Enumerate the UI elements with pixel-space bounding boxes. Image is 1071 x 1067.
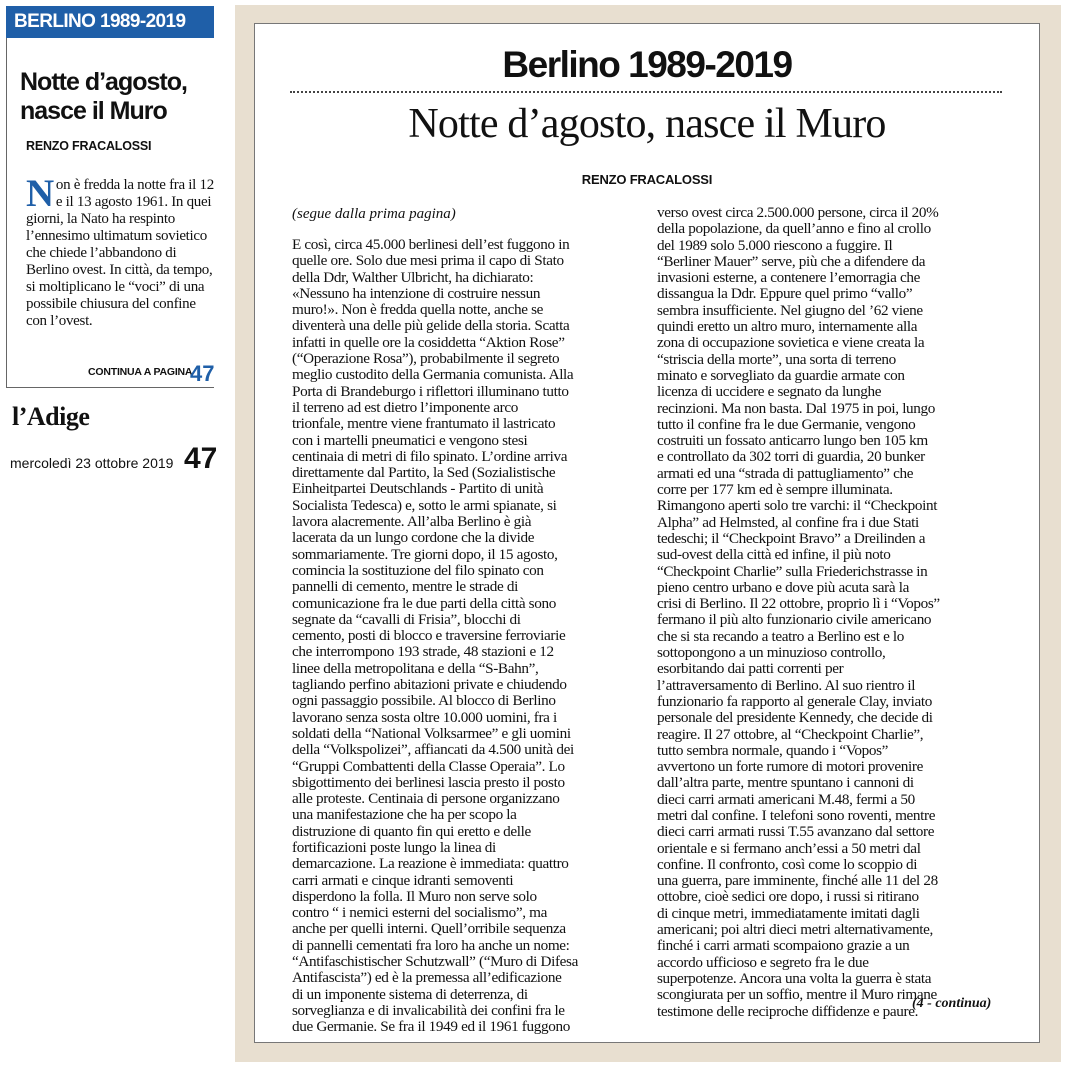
issue-date: mercoledì 23 ottobre 2019	[10, 455, 174, 471]
text-line: invasioni esterne, a contenere l’emorragia che	[657, 269, 921, 287]
text-line: licenza di uccidere e segnato da lunghe	[657, 383, 882, 401]
text-line: americani; poi altri dieci metri alternativamente,	[657, 921, 933, 939]
text-line: minato e sorvegliato da guardie armate con	[657, 366, 905, 384]
text-line: pannelli di cemento, mentre le strade di	[292, 578, 518, 596]
text-line: dieci carri armati americani M.48, fermi a 50	[657, 790, 915, 808]
text-line: finché i carri armati scompaiono grazie a un	[657, 937, 910, 955]
text-line: «Nessuno ha intenzione di costruire nessun	[292, 284, 541, 302]
text-line: Porta di Brandeburgo i riflettori illuminano tutto	[292, 382, 569, 400]
text-line: e controllato da 302 torri di guardia, 20 bunker	[657, 448, 925, 466]
text-line: sommariamente. Tre giorni dopo, il 15 agosto,	[292, 545, 558, 563]
teaser-author: RENZO FRACALOSSI	[26, 139, 152, 153]
text-line: l’attraversamento di Berlino. Al suo rientro il	[657, 676, 916, 694]
text-line: ogni passaggio possibile. Al blocco di Berlino	[292, 692, 556, 710]
text-line: sbigottimento dei berlinesi lascia presto il posto	[292, 773, 565, 791]
text-line: carri armati e cinque idranti semoventi	[292, 871, 514, 889]
text-line: fermano il più alto funzionario civile americano	[657, 611, 932, 629]
teaser-body: on è fredda la notte fra il 12 e il 13 agosto 1961. In quei giorni, la Nato ha respinto l’ennesimo ultimatum sovietico che chiede l’abbandono di Berlino ovest. In città, da tempo, si moltiplicano le “voci” di una possibile chiusura del confine con l’ovest.	[26, 177, 214, 329]
text-line: una guerra, pare imminente, finché alle 11 del 28	[657, 872, 938, 890]
text-line: Rimangono aperti solo tre varchi: il “Checkpoint	[657, 497, 938, 515]
text-line: esorbitando dai patti correnti per	[657, 660, 844, 678]
article-author: RENZO FRACALOSSI	[581, 172, 713, 187]
text-line: tagliando perfino abitazioni private e chiudendo	[292, 676, 567, 694]
text-line: lavorano senza sosta oltre 10.000 uomini, fra i	[292, 708, 557, 726]
text-line: accordo ufficioso e segreto fra le due	[657, 953, 869, 971]
text-line: orientale e si fermano anch’essi a 50 metri dal	[657, 839, 921, 857]
text-line: metri dal confine. I telefoni sono roventi, mentre	[657, 806, 936, 824]
text-line: avvertono un forte rumore di motori provenire	[657, 758, 923, 776]
text-line: anche per quelli interni. Quell’orribile sequenza	[292, 920, 566, 938]
text-line: tutto sembra normale, quando i “Vopos”	[657, 741, 889, 759]
text-line: che si sta recando a teatro a Berlino est e lo	[657, 627, 905, 645]
text-line: disperdono la folla. Il Muro non serve solo	[292, 887, 537, 905]
continued-to-note: (4 - continua)	[912, 996, 992, 1011]
text-line: (“Operazione Rosa”), probabilmente il segreto	[292, 350, 560, 368]
text-line: Socialista Tedesca) e, sotto le armi spianate, si	[292, 496, 557, 514]
text-line: del 1989 solo 5.000 riescono a fuggire. Il	[657, 236, 893, 254]
text-line: “striscia della morte”, una sorta di terreno	[657, 350, 896, 368]
text-line: che interrompono 193 strade, 48 stazioni e 12	[292, 643, 554, 661]
text-line: lavora alacremente. All’alba Berlino è già	[292, 513, 532, 531]
text-line: verso ovest circa 2.500.000 persone, circa il 20%	[657, 204, 939, 221]
continue-page-number[interactable]: 47	[190, 361, 215, 386]
text-line: dall’altra parte, mentre spuntano i cannoni di	[657, 774, 914, 792]
text-line: con i martelli pneumatici e vengono stesi	[292, 431, 528, 449]
text-line: comincia la sostituzione del filo spinato con	[292, 561, 544, 579]
text-line: linee della metropolitana e della “S-Bahn”,	[292, 659, 539, 677]
text-line: il terreno ad est dietro l’imponente arco	[292, 398, 519, 416]
text-line: “Antifaschistischer Schutzwall” (“Muro di Difesa	[292, 953, 579, 971]
text-line: tutto il confine fra le due Germanie, vengono	[657, 415, 916, 433]
text-line: sorveglianza e di invalicabilità dei confini fra le	[292, 1001, 565, 1019]
text-line: quelle ore. Solo due mesi prima il capo di Stato	[292, 252, 564, 270]
text-line: Antifascista”) ed è la premessa all’edificazione	[292, 969, 562, 987]
teaser-headline[interactable]	[20, 68, 216, 126]
text-line: quindi eretto un altro muro, internamente alla	[657, 318, 918, 336]
text-line: sottopongono a un minuzioso controllo,	[657, 644, 886, 662]
continue-link[interactable]: CONTINUA A PAGINA	[88, 366, 193, 378]
article-column-right	[657, 205, 1007, 1020]
text-line: infatti in quelle ore la cosiddetta “Aktion Rose”	[292, 333, 565, 351]
text-line: due Germanie. Se fra il 1949 ed il 1961 fuggono	[292, 1018, 570, 1036]
issue-page-number: 47	[184, 442, 218, 475]
text-line: della “Volkspolizei”, affiancati da 4.500 unità dei	[292, 741, 574, 759]
text-line: Einheitpartei Deutschlands - Partito di unità	[292, 480, 544, 498]
article-title: Notte d’agosto, nasce il Muro	[408, 101, 886, 147]
text-line: muro!». Non è fredda quella notte, anche se	[292, 301, 544, 319]
text-line: di un imponente sistema di deterrenza, di	[292, 985, 528, 1003]
article-column-left	[292, 237, 642, 1036]
text-line: funzionario fa rapporto al generale Clay, inviato	[657, 692, 932, 710]
text-line: centinaia di metri di filo spinato. L’ordine arriva	[292, 447, 568, 465]
text-line: personale del presidente Kennedy, che decide di	[657, 709, 933, 727]
text-line: tedeschi; il “Checkpoint Bravo” a Dreilinden a	[657, 529, 926, 547]
text-line: armati ed una “strada di pattugliamento” che	[657, 464, 914, 482]
teaser-headline-line2: nasce il Muro	[20, 97, 167, 125]
text-line: dissangua la Ddr. Eppure quel primo “vallo”	[657, 285, 913, 303]
kicker-divider	[290, 91, 1002, 93]
text-line: della popolazione, da quell’anno e fino al crollo	[657, 220, 931, 238]
text-line: lacerata da un lungo cordone che la divide	[292, 529, 535, 547]
text-line: fortificazioni poste lungo la linea di	[292, 838, 496, 856]
text-line: ottobre, cioè sedici ore dopo, i russi si ritirano	[657, 888, 919, 906]
text-line: demarcazione. La reazione è immediata: quattro	[292, 855, 569, 873]
text-line: E così, circa 45.000 berlinesi dell’est fuggono in	[292, 236, 570, 253]
text-line: alle proteste. Centinaia di persone organizzano	[292, 790, 560, 808]
text-line: della Ddr, Walther Ulbricht, ha dichiarato:	[292, 268, 534, 286]
text-line: corre per 177 km ed è sempre illuminata.	[657, 481, 893, 499]
text-line: soldati della “National Volksarmee” e gli uomini	[292, 724, 571, 742]
text-line: sembra insufficiente. Nel giugno del ’62 viene	[657, 301, 923, 319]
text-line: testimone delle reciproche diffidenze e paure.	[657, 1002, 919, 1020]
text-line: contro “ i nemici esterni del socialismo”, ma	[292, 904, 548, 922]
text-line: “Checkpoint Charlie” sulla Friederichstrasse in	[657, 562, 928, 580]
text-line: scongiurata per un soffio, mentre il Muro rimane	[657, 986, 937, 1004]
teaser-dropcap: N	[26, 172, 54, 215]
text-line: dieci carri armati russi T.55 avanzano dal settore	[657, 823, 935, 841]
text-line: “Berliner Mauer” serve, più che a difendere da	[657, 252, 926, 270]
article-kicker: Berlino 1989-2019	[502, 44, 792, 85]
text-line: superpotenze. Ancora una volta la guerra è stata	[657, 969, 932, 987]
text-line: trionfale, mentre viene frantumato il lastricato	[292, 415, 556, 433]
text-line: sud-ovest della città ed infine, il più noto	[657, 546, 891, 564]
text-line: distruzione di quanto fin qui eretto e delle	[292, 822, 531, 840]
text-line: segnate da “cavalli di Frisia”, blocchi di	[292, 610, 521, 628]
text-line: diventerà una delle più gelide della storia. Scatta	[292, 317, 570, 335]
teaser-text	[26, 172, 218, 330]
teaser-kicker: BERLINO 1989-2019	[6, 6, 214, 38]
text-line: costruiti un fossato anticarro lungo ben 105 km	[657, 432, 928, 450]
text-line: direttamente dal Partito, la Sed (Sozialistische	[292, 464, 556, 482]
text-line: di pannelli cementati fra loro ha anche un nome:	[292, 936, 570, 954]
text-line: cemento, posti di blocco e traversine ferroviarie	[292, 627, 566, 645]
text-line: comunicazione fra le due parti della città sono	[292, 594, 556, 612]
teaser-headline-line1: Notte d’agosto,	[20, 68, 187, 96]
text-line: una manifestazione che ha per scopo la	[292, 806, 517, 824]
text-line: pieno centro urbano e dove più acuta sarà la	[657, 578, 909, 596]
text-line: reagire. Il 27 ottobre, al “Checkpoint Charlie”,	[657, 725, 924, 743]
text-line: confine. Il confronto, così come lo scoppio di	[657, 855, 918, 873]
text-line: crisi di Berlino. Il 22 ottobre, proprio lì i “Vopos”	[657, 595, 940, 613]
text-line: zona di occupazione sovietica e viene creata la	[657, 334, 925, 352]
text-line: recinzioni. Ma non basta. Dal 1975 in poi, lungo	[657, 399, 936, 417]
continued-from-note: (segue dalla prima pagina)	[292, 206, 456, 222]
text-line: di cinque metri, immediatamente imitati dagli	[657, 904, 920, 922]
text-line: meglio custodito della Germania comunista. Alla	[292, 366, 574, 384]
masthead-logo: l’Adige	[12, 402, 90, 431]
text-line: Alpha” ad Helmsted, al confine fra i due Stati	[657, 513, 919, 531]
text-line: “Gruppi Combattenti della Classe Operaia”. Lo	[292, 757, 565, 775]
